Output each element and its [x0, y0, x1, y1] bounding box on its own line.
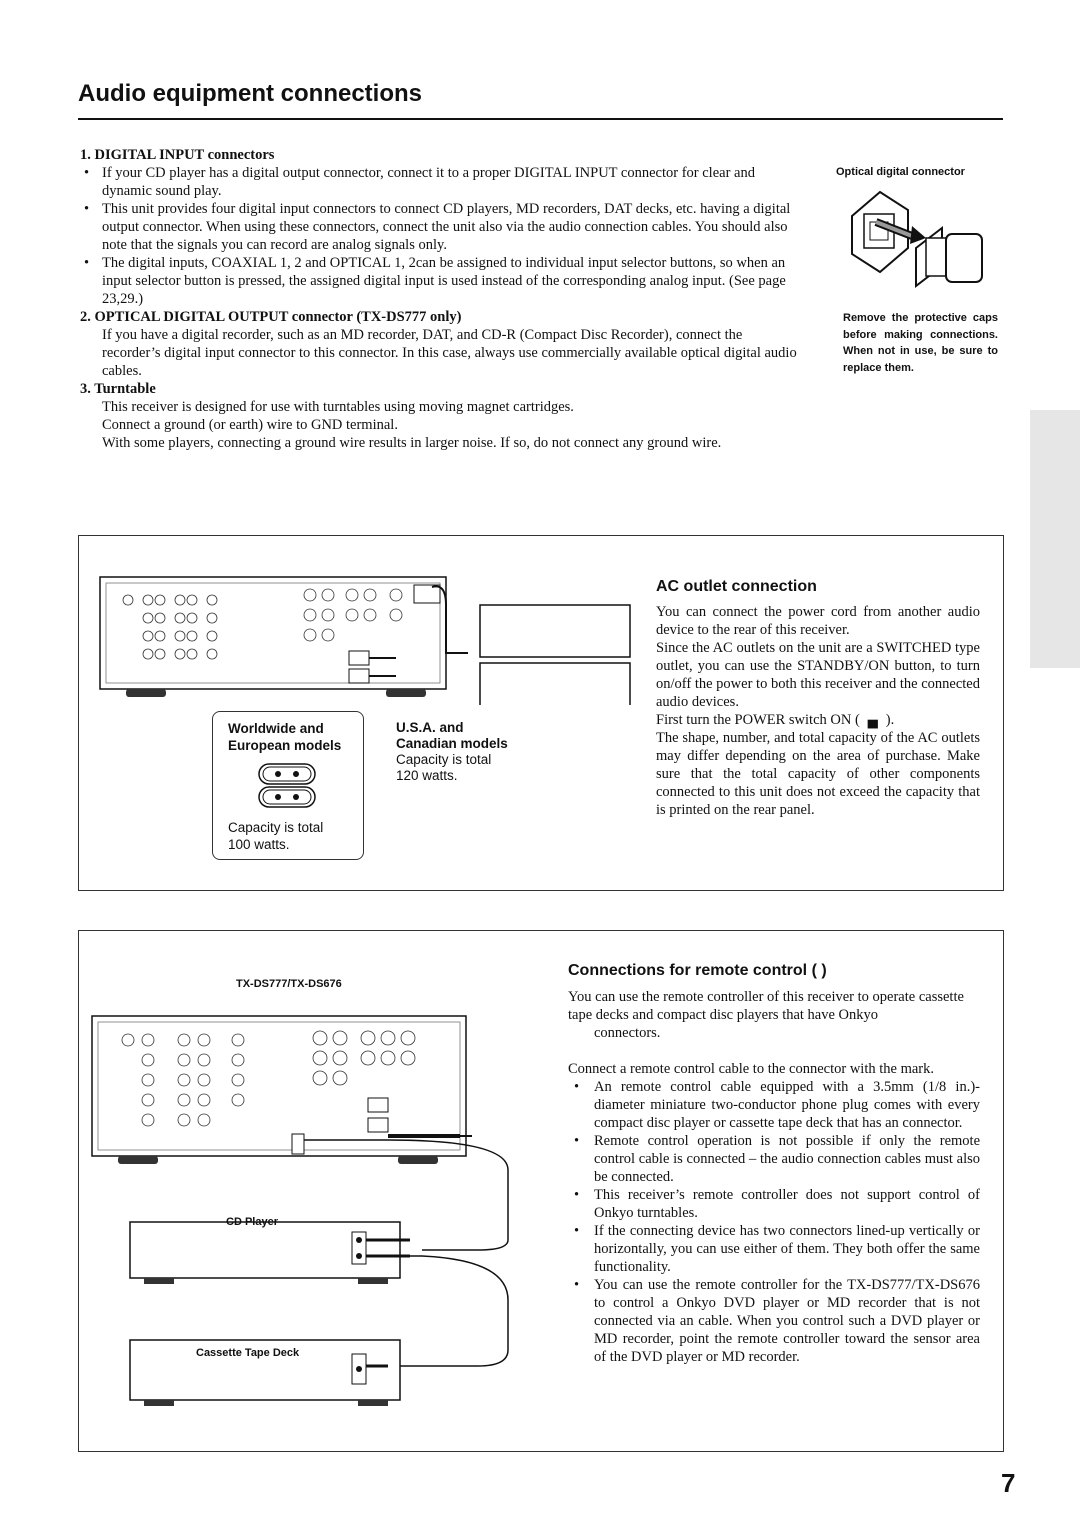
page-number: 7	[1001, 1468, 1016, 1498]
remote-intro-2: connectors.	[594, 1025, 661, 1041]
section3-heading: 3. Turntable	[80, 381, 156, 397]
remote-intro: You can use the remote controller of this receiver to operate cassette tape decks and compact disc players that have Onkyo	[568, 989, 964, 1023]
ac-outlet-title: AC outlet connection	[656, 578, 817, 595]
worldwide-capacity: Capacity is total 100 watts.	[228, 820, 324, 852]
remote-text	[568, 988, 980, 1366]
optical-caption: Remove the protective caps before making connections. When not in use, be sure to replace them.	[843, 312, 998, 374]
section3-line: Connect a ground (or earth) wire to GND terminal.	[102, 417, 398, 433]
remote-list	[568, 1078, 980, 1366]
remote-connection-diagram	[88, 1010, 518, 1430]
model-label: TX-DS777/TX-DS676	[236, 978, 342, 990]
receiver-ac-diagram	[96, 575, 636, 705]
remote-title: Connections for remote control ( )	[568, 962, 827, 979]
ac-para: You can connect the power cord from another audio device to the rear of this receiver.	[656, 604, 980, 638]
remote-bullet: • If the connecting device has two connectors lined-up vertically or horizontally, you can use either of them. They both offer the same functionality.	[568, 1222, 980, 1276]
ac-outlet-text	[656, 603, 980, 819]
section1-heading: 1. DIGITAL INPUT connectors	[80, 147, 275, 163]
tape-deck-label: Cassette Tape Deck	[196, 1347, 300, 1359]
section1-list	[80, 164, 800, 308]
section3-line: This receiver is designed for use with turntables using moving magnet cartridges.	[102, 399, 574, 415]
remote-para: Connect a remote control cable to the connector with the mark.	[568, 1061, 934, 1077]
optical-connector-label: Optical digital connector	[836, 166, 965, 178]
remote-bullet: • This receiver’s remote controller does not support control of Onkyo turntables.	[568, 1186, 980, 1222]
main-text	[80, 146, 800, 452]
section1-bullet: • The digital inputs, COAXIAL 1, 2 and OPTICAL 1, 2can be assigned to individual input selector buttons, so when an input selector button is pressed, the assigned digital input is used instead of the corresponding analog input. (See page 23,29.)	[80, 254, 800, 308]
section2-heading: 2. OPTICAL DIGITAL OUTPUT connector (TX-DS777 only)	[80, 309, 462, 325]
remote-bullet: • An remote control cable equipped with a 3.5mm (1/8 in.)-diameter miniature two-conductor phone plug comes with every compact disc player or cassette tape deck that has an connector.	[568, 1078, 980, 1132]
euro-outlet-icon	[256, 762, 318, 810]
power-on-icon: ▄	[867, 712, 878, 728]
remote-bullet: • Remote control operation is not possible if only the remote control cable is connected – the audio connection cables must also be connected.	[568, 1132, 980, 1186]
ac-para: First turn the POWER switch ON ( ▄ ).	[656, 712, 895, 728]
cd-player-label: CD Player	[226, 1216, 278, 1228]
optical-connector-illustration	[846, 186, 986, 302]
section1-bullet: • If your CD player has a digital output connector, connect it to a proper DIGITAL INPUT connector for clear and dynamic sound play.	[80, 164, 800, 200]
remote-bullet: • You can use the remote controller for the TX-DS777/TX-DS676 to control a Onkyo DVD player or MD recorder that is not connected via an cable. When you control such a DVD player or MD recorder, point the remote controller toward the sensor area of the DVD player or MD recorder.	[568, 1276, 980, 1366]
section1-bullet: • This unit provides four digital input connectors to connect CD players, MD recorders, DAT decks, etc. having a digital output connector. When using these connectors, connect the unit also via the audio connection cables. You should also note that the signals you can record are analog signals only.	[80, 200, 800, 254]
worldwide-label: Worldwide and European models	[228, 721, 342, 753]
ac-para: The shape, number, and total capacity of the AC outlets may differ depending on the area of purchase. Make sure that the total capacity of other components connected to this unit does not exceed the capacity that is printed on the rear panel.	[656, 730, 980, 818]
section2-body: If you have a digital recorder, such as an MD recorder, DAT, and CD-R (Compact Disc Recorder), connect the recorder’s digital input connector to this connector. In this case, always use commercially available optical digital audio cables.	[102, 327, 797, 379]
page-title: Audio equipment connections	[78, 80, 423, 107]
ac-para: Since the AC outlets on the unit are a SWITCHED type outlet, you can use the STANDBY/ON button, to turn on/off the power to both this receiver and the connected audio devices.	[656, 640, 980, 710]
usa-label: U.S.A. and Canadian models Capacity is total 120 watts.	[396, 720, 508, 783]
title-rule	[78, 118, 1003, 120]
side-tab	[1030, 410, 1080, 668]
section3-line: With some players, connecting a ground wire results in larger noise. If so, do not connect any ground wire.	[102, 435, 722, 451]
